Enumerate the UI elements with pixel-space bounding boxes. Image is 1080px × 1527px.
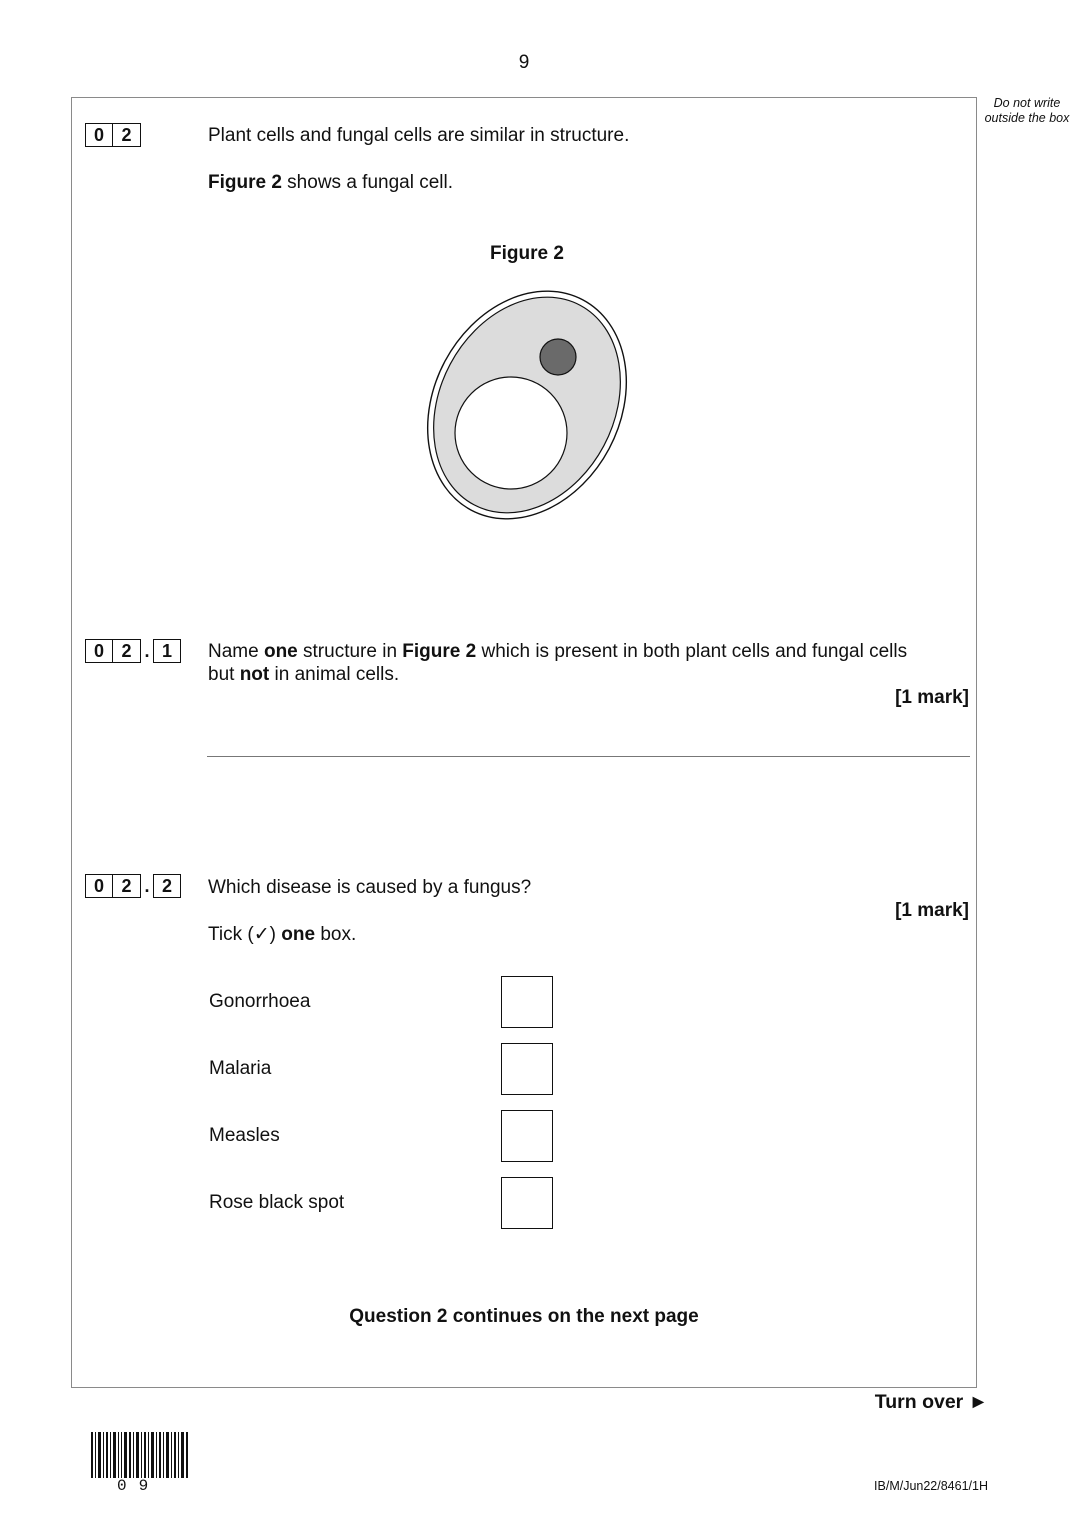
question-digit: 0: [85, 874, 113, 898]
question-subdigit: 2: [153, 874, 181, 898]
tick-instruction: Tick (✓) one box.: [208, 924, 357, 945]
mark-allocation: [1 mark]: [895, 687, 969, 708]
figure-title: Figure 2: [490, 243, 564, 264]
continues-note: Question 2 continues on the next page: [349, 1306, 699, 1327]
arrow-right-icon: ►: [968, 1391, 988, 1413]
question-subdigit: 1: [153, 639, 181, 663]
tick-box-measles[interactable]: [501, 1110, 553, 1162]
option-label: Rose black spot: [209, 1192, 345, 1213]
nucleus: [540, 339, 576, 375]
reference-code: IB/M/Jun22/8461/1H: [874, 1479, 988, 1493]
question-2-1-text: Name one structure in Figure 2 which is present in both plant cells and fungal cells but not in animal cells.: [208, 641, 908, 685]
question-dot: .: [144, 875, 150, 896]
question-dot: .: [144, 640, 150, 661]
figure-ref-bold: Figure 2: [208, 172, 282, 193]
option-label: Gonorrhoea: [209, 991, 311, 1012]
answer-line[interactable]: [207, 756, 970, 757]
figure-ref-text: shows a fungal cell.: [281, 172, 453, 193]
barcode: [91, 1432, 191, 1480]
barcode-digits: 09: [117, 1477, 161, 1495]
question-digit: 0: [85, 639, 113, 663]
question-number-02-1: [85, 638, 181, 664]
margin-note: Do not write outside the box: [984, 96, 1070, 125]
option-label: Malaria: [209, 1058, 272, 1079]
tick-box-gonorrhoea[interactable]: [501, 976, 553, 1028]
question-intro: Plant cells and fungal cells are similar in structure.: [208, 125, 630, 146]
option-label: Measles: [209, 1125, 280, 1146]
tick-box-rose-black-spot[interactable]: [501, 1177, 553, 1229]
mark-allocation: [1 mark]: [895, 900, 969, 921]
tick-box-malaria[interactable]: [501, 1043, 553, 1095]
figure-reference: [208, 171, 453, 194]
page-number: 9: [518, 52, 530, 73]
question-digit: 2: [113, 874, 141, 898]
question-digit: 2: [113, 123, 141, 147]
turn-over: Turn over ►: [874, 1391, 988, 1413]
question-2-2-text: Which disease is caused by a fungus?: [208, 877, 532, 898]
question-digit: 0: [85, 123, 113, 147]
fungal-cell-figure: [415, 282, 640, 532]
question-number-02-2: [85, 873, 181, 899]
question-digit: 2: [113, 639, 141, 663]
question-number-02: [85, 122, 141, 148]
vacuole: [455, 377, 567, 489]
